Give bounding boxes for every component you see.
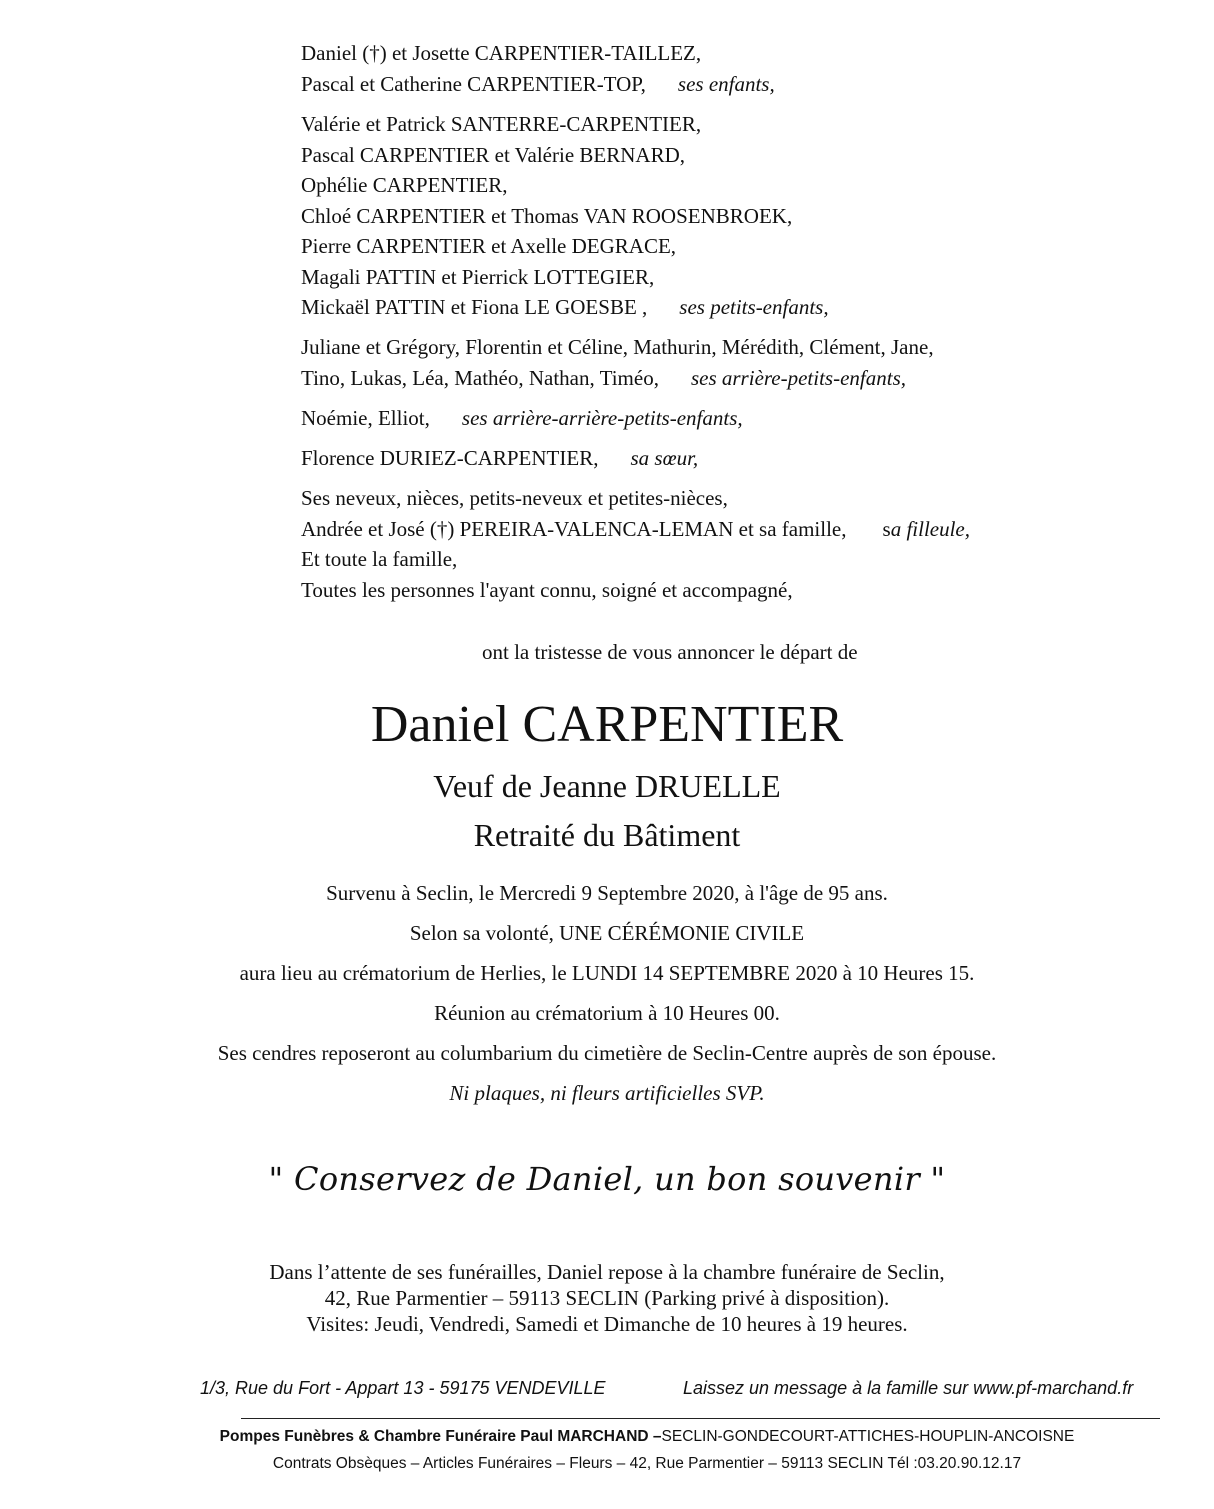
family-line: Florence DURIEZ-CARPENTIER, sa sœur, xyxy=(301,446,699,470)
family-line: Juliane et Grégory, Florentin et Céline, Mathurin, Mérédith, Clément, Jane, xyxy=(301,335,934,359)
rest-info-line: Dans l’attente de ses funérailles, Daniel repose à la chambre funéraire de Seclin, xyxy=(269,1260,945,1284)
sister-group xyxy=(301,443,1161,474)
family-line: Daniel (†) et Josette CARPENTIER-TAILLEZ, xyxy=(301,41,702,65)
detail-line: aura lieu au crématorium de Herlies, le LUNDI 14 SEPTEMBRE 2020 à 10 Heures 15. xyxy=(239,961,975,985)
great-grandchildren-group xyxy=(301,332,1161,393)
family-line: Ses neveux, nièces, petits-neveux et petites-nièces, xyxy=(301,486,728,510)
deceased-name: Daniel CARPENTIER xyxy=(370,696,844,753)
rest-info-line: Visites: Jeudi, Vendredi, Samedi et Dimanche de 10 heures à 19 heures. xyxy=(306,1312,908,1336)
rest-info-line: 42, Rue Parmentier – 59113 SECLIN (Parking privé à disposition). xyxy=(324,1286,890,1310)
occupation-line: Retraité du Bâtiment xyxy=(473,817,741,853)
footer-company: Pompes Funèbres & Chambre Funéraire Paul MARCHAND –SECLIN-GONDECOURT-ATTICHES-HOUPLIN-ANCOISNE xyxy=(219,1428,1075,1445)
others-group xyxy=(301,483,1161,605)
family-line: Valérie et Patrick SANTERRE-CARPENTIER, xyxy=(301,112,702,136)
widower-line: Veuf de Jeanne DRUELLE xyxy=(433,768,781,804)
family-line: Et toute la famille, xyxy=(301,547,458,571)
family-line: Pascal et Catherine CARPENTIER-TOP, ses enfants, xyxy=(301,71,775,96)
announcement-text: ont la tristesse de vous annoncer le départ de xyxy=(482,640,858,664)
detail-line: Survenu à Seclin, le Mercredi 9 Septembre 2020, à l'âge de 95 ans. xyxy=(326,881,888,905)
footer-divider xyxy=(241,1418,1160,1419)
relation-role: ses petits-enfants, xyxy=(679,295,829,319)
family-line: Magali PATTIN et Pierrick LOTTEGIER, xyxy=(301,264,655,289)
detail-line: Réunion au crématorium à 10 Heures 00. xyxy=(434,1001,780,1025)
family-line: Pascal CARPENTIER et Valérie BERNARD, xyxy=(301,142,685,167)
relation-role: ses arrière-arrière-petits-enfants, xyxy=(461,406,743,430)
footer-message: Laissez un message à la famille sur www.pf-marchand.fr xyxy=(683,1378,1134,1398)
footer-address: 1/3, Rue du Fort - Appart 13 - 59175 VENDEVILLE xyxy=(200,1378,606,1398)
relation-role: ses enfants, xyxy=(677,71,775,96)
flowers-note: Ni plaques, ni fleurs artificielles SVP. xyxy=(449,1081,765,1105)
footer-contracts: Contrats Obsèques – Articles Funéraires – Fleurs – 42, Rue Parmentier – 59113 SECLIN Tél :03.20.90.12.17 xyxy=(272,1455,1022,1472)
children-group xyxy=(301,38,1161,99)
family-line: Chloé CARPENTIER et Thomas VAN ROOSENBROEK, xyxy=(301,203,793,228)
family-line: Noémie, Elliot, ses arrière-arrière-petits-enfants, xyxy=(301,406,743,430)
family-line: Tino, Lukas, Léa, Mathéo, Nathan, Timéo, ses arrière-petits-enfants, xyxy=(301,365,906,390)
relation-role: a filleule, xyxy=(890,516,971,541)
family-line: Ophélie CARPENTIER, xyxy=(301,173,508,197)
relation-role: ses arrière-petits-enfants, xyxy=(690,365,906,390)
memorial-quote: " Conservez de Daniel, un bon souvenir " xyxy=(268,1160,946,1198)
detail-line: Ses cendres reposeront au columbarium du cimetière de Seclin-Centre auprès de son épouse. xyxy=(217,1041,997,1065)
relation-role: sa sœur, xyxy=(630,446,699,470)
detail-line: Selon sa volonté, UNE CÉRÉMONIE CIVILE xyxy=(409,921,805,945)
great-great-grandchildren-group xyxy=(301,403,1161,434)
relation-prefix: s xyxy=(882,516,891,541)
family-line: Andrée et José (†) PEREIRA-VALENCA-LEMAN et sa famille, sa filleule, xyxy=(301,516,971,541)
grandchildren-group xyxy=(301,109,1161,323)
family-line: Pierre CARPENTIER et Axelle DEGRACE, xyxy=(301,234,677,258)
family-line: Mickaël PATTIN et Fiona LE GOESBE , ses petits-enfants, xyxy=(301,295,829,319)
family-line: Toutes les personnes l'ayant connu, soigné et accompagné, xyxy=(301,577,793,602)
